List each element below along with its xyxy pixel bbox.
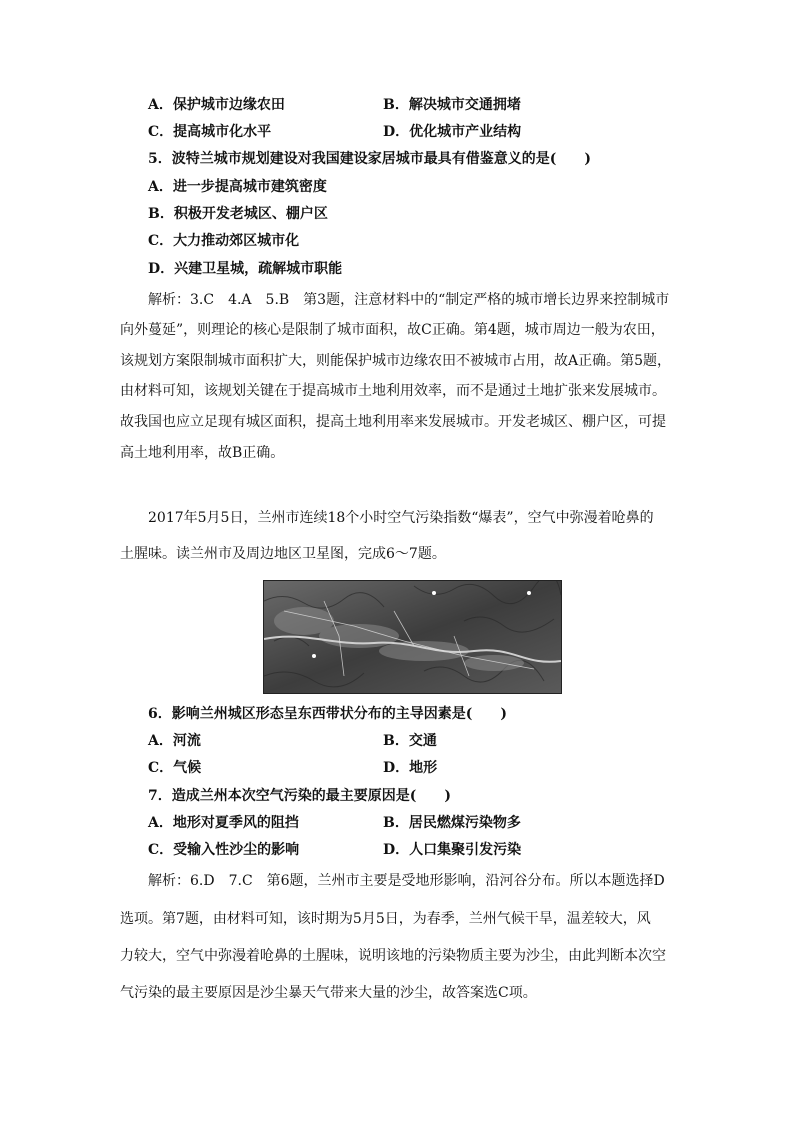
analysis2-line-2: 选项。第7题，由材料可知，该时期为5月5日，为春季，兰州气候干旱，温差较大，风 (120, 911, 651, 927)
satellite-image (263, 580, 562, 694)
q4-option-b: B．解决城市交通拥堵 (383, 97, 521, 113)
q7-option-b: B．居民燃煤污染物多 (383, 815, 521, 831)
q7-option-c: C．受输入性沙尘的影响 (148, 842, 300, 858)
q4-option-d: D．优化城市产业结构 (383, 124, 522, 140)
q4-option-c: C．提高城市化水平 (148, 124, 272, 140)
analysis1-line-4: 由材料可知，该规划关键在于提高城市土地利用效率，而不是通过土地扩张来发展城市。 (120, 383, 666, 399)
q6-option-a: A．河流 (148, 733, 201, 749)
q5-stem: 5．波特兰城市规划建设对我国建设家居城市最具有借鉴意义的是( ) (148, 151, 591, 167)
material-line-1: 2017年5月5日，兰州市连续18个小时空气污染指数“爆表”，空气中弥漫着呛鼻的 (148, 510, 654, 526)
analysis1-line-2: 向外蔓延”，则理论的核心是限制了城市面积，故C正确。第4题，城市周边一般为农田， (120, 322, 665, 338)
analysis1-line-3: 该规划方案限制城市面积扩大，则能保护城市边缘农田不被城市占用，故A正确。第5题， (120, 353, 672, 369)
q7-option-d: D．人口集聚引发污染 (383, 842, 522, 858)
q5-option-a: A．进一步提高城市建筑密度 (148, 179, 327, 195)
q7-option-a: A．地形对夏季风的阻挡 (148, 815, 299, 831)
q5-option-c: C．大力推动郊区城市化 (148, 233, 300, 249)
q4-option-a: A．保护城市边缘农田 (148, 97, 285, 113)
q7-stem: 7．造成兰州本次空气污染的最主要原因是( ) (148, 788, 451, 804)
q6-stem: 6．影响兰州城区形态呈东西带状分布的主导因素是( ) (148, 706, 507, 722)
q6-option-d: D．地形 (383, 760, 438, 776)
q6-option-b: B．交通 (383, 733, 437, 749)
q5-option-b: B．积极开发老城区、棚户区 (148, 206, 328, 222)
material-line-2: 土腥味。读兰州市及周边地区卫星图，完成6～7题。 (120, 546, 446, 562)
analysis1-line-5: 故我国也应立足现有城区面积，提高土地利用率来发展城市。开发老城区、棚户区，可提 (120, 414, 666, 430)
q6-option-c: C．气候 (148, 760, 202, 776)
analysis1-line-6: 高土地利用率，故B正确。 (120, 445, 285, 461)
analysis1-line-1: 解析：3.C 4.A 5.B 第3题，注意材料中的“制定严格的城市增长边界来控制城市 (148, 292, 670, 308)
analysis2-line-3: 力较大，空气中弥漫着呛鼻的土腥味，说明该地的污染物质主要为沙尘，由此判断本次空 (120, 948, 666, 964)
satellite-image-graphic (264, 581, 561, 693)
analysis2-line-1: 解析：6.D 7.C 第6题，兰州市主要是受地形影响，沿河谷分布。所以本题选择D (148, 873, 665, 889)
analysis2-line-4: 气污染的最主要原因是沙尘暴天气带来大量的沙尘，故答案选C项。 (120, 985, 537, 1001)
q5-option-d: D．兴建卫星城，疏解城市职能 (148, 261, 343, 277)
